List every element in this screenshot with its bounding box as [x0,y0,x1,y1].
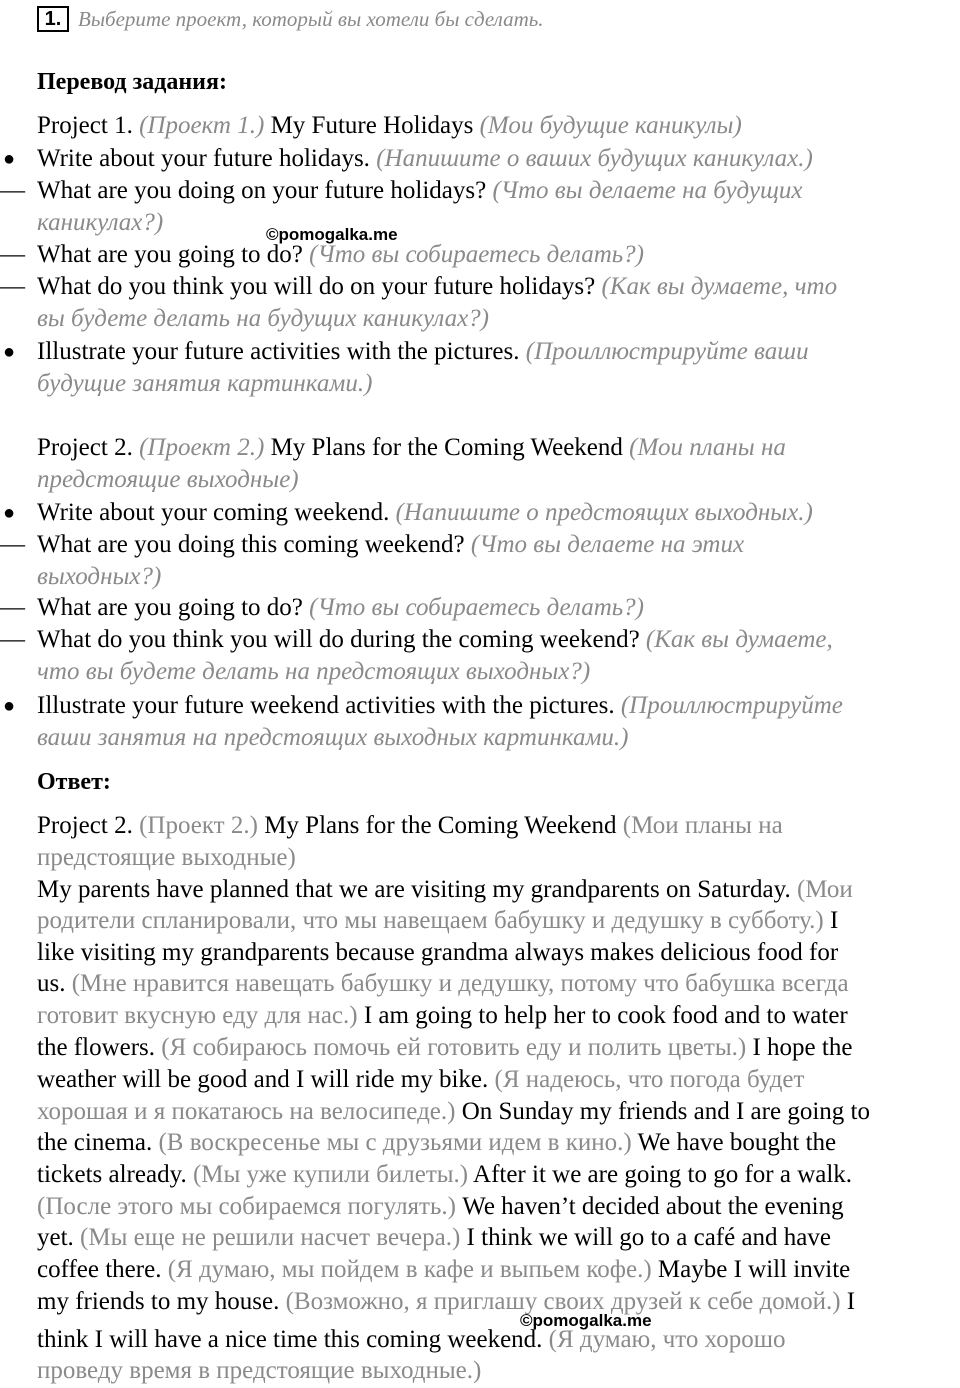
answer-text: I [830,907,839,934]
answer-text: yet. [37,1224,74,1251]
dash-icon: — [0,177,25,204]
project1-q2-ru: (Что вы собираетесь делать?) [309,241,644,268]
project2-q2 [37,592,644,624]
project1-q1 [37,175,802,207]
answer-translation: (Мы уже купили билеты.) [192,1161,469,1188]
project2-name: My Plans for the Coming Weekend [270,434,623,461]
answer-text: After it we are going to go for a walk. [473,1161,853,1188]
answer-translation: (Мои [796,876,853,903]
project2-item1 [37,497,813,529]
project1-item2-ru-cont: будущие занятия картинками.) [37,370,373,397]
answer-translation: (После этого мы собираемся погулять.) [37,1193,456,1220]
project1-item2 [37,336,809,368]
project1-item2-en: Illustrate your future activities with the pictures. [37,338,520,365]
answer-line [37,1324,785,1356]
answer-text: We haven’t decided about the evening [462,1193,844,1220]
project2-item1-en: Write about your coming weekend. [37,499,390,526]
answer-heading: Ответ: [37,769,111,795]
answer-line [37,1254,850,1286]
project2-q3 [37,624,833,656]
project2-q2-ru: (Что вы собираетесь делать?) [309,594,644,621]
project2-item2-ru-cont: ваши занятия на предстоящих выходных картинками.) [37,724,629,751]
project1-name-ru: (Мои будущие каникулы) [479,112,742,139]
answer-line [37,1032,852,1064]
project2-q3-ru-cont: что вы будете делать на предстоящих выходных?) [37,658,591,685]
dash-icon: — [0,531,25,558]
project2-name-ru: (Мои планы на [629,434,786,461]
answer-translation: (Я думаю, мы пойдем в кафе и выпьем кофе.) [167,1256,652,1283]
answer-translation: (Возможно, я приглашу своих друзей к себе домой.) [285,1288,841,1315]
answer-translation: проведу время в предстоящие выходные.) [37,1357,482,1384]
answer-translation: (В воскресенье мы с друзьями идем в кино.) [158,1129,632,1156]
answer-text: We have bought the [637,1129,837,1156]
answer-text: Maybe I will invite [657,1256,851,1283]
answer-line [37,905,838,937]
project2-item2-ru: (Проиллюстрируйте [620,692,843,719]
answer-text: weather will be good and I will ride my bike. [37,1066,489,1093]
project1-item2-ru: (Проиллюстрируйте ваши [525,338,809,365]
answer-text: I hope the [752,1034,853,1061]
answer-name-ru: (Мои планы на [622,812,783,839]
answer-text: On Sunday my friends and I are going to [461,1098,870,1125]
project2-q1-ru-cont: выходных?) [37,563,162,590]
project1-q1-ru: (Что вы делаете на будущих [492,177,803,204]
project1-title [37,110,742,142]
project1-item1-ru: (Напишите о ваших будущих каникулах.) [376,145,813,172]
project1-item1-en: Write about your future holidays. [37,145,370,172]
project1-name: My Future Holidays [270,112,474,139]
project1-q2-en: What are you going to do? [37,241,303,268]
answer-text: think I will have a nice time this coming weekend. [37,1326,543,1353]
answer-text: My parents have planned that we are visiting my grandparents on Saturday. [37,876,791,903]
dash-icon: — [0,594,25,621]
bullet-icon: ● [3,341,16,363]
project2-q1 [37,529,744,561]
dash-icon: — [0,241,25,268]
answer-translation: (Мне нравится навещать бабушку и дедушку, потому что бабушка всегда [71,970,849,997]
project1-label: Project 1. [37,112,133,139]
project1-q3-ru: (Как вы думаете, что [601,273,838,300]
answer-line [37,1286,855,1318]
answer-title [37,810,783,842]
bullet-icon: ● [3,502,16,524]
answer-line [37,1064,804,1096]
answer-line [37,937,838,969]
watermark: ©pomogalka.me [266,225,398,244]
answer-text: us. [37,970,66,997]
answer-translation: (Я собираюсь помочь ей готовить еду и полить цветы.) [161,1034,747,1061]
answer-text: the cinema. [37,1129,153,1156]
answer-text: I [846,1288,856,1315]
answer-line [37,874,853,906]
answer-text: like visiting my grandparents because grandma always makes delicious food for [37,939,839,966]
project1-q3 [37,271,837,303]
project2-item2 [37,690,843,722]
answer-line [37,1000,848,1032]
answer-translation: готовит вкусную еду для нас.) [37,1002,358,1029]
project1-q1-ru-cont: каникулах?) [37,209,164,236]
project2-q3-ru: (Как вы думаете, [645,626,833,653]
answer-text: coffee there. [37,1256,162,1283]
answer-line [37,1191,844,1223]
answer-line [37,1127,836,1159]
answer-line [37,1096,870,1128]
answer-text: I think we will go to a café and have [466,1224,831,1251]
watermark: ©pomogalka.me [520,1311,652,1330]
answer-text: I am going to help her to cook food and to water [363,1002,848,1029]
task-instruction: Выберите проект, который вы хотели бы сделать. [78,7,544,31]
project2-name-ru-cont: предстоящие выходные) [37,466,299,493]
answer-translation: родители спланировали, что мы навещаем бабушку и дедушку в субботу.) [37,907,824,934]
answer-translation: (Я надеюсь, что погода будет [494,1066,805,1093]
translation-heading: Перевод задания: [37,69,227,95]
answer-translation: (Я думаю, что хорошо [548,1326,786,1353]
answer-name: My Plans for the Coming Weekend [264,812,617,839]
bullet-icon: ● [3,148,16,170]
answer-name-ru-cont: предстоящие выходные) [37,844,296,871]
project2-q1-ru: (Что вы делаете на этих [470,531,745,558]
answer-label: Project 2. [37,812,133,839]
dash-icon: — [0,626,25,653]
answer-translation: (Мы еще не решили насчет вечера.) [80,1224,461,1251]
project2-item2-en: Illustrate your future weekend activities with the pictures. [37,692,615,719]
dash-icon: — [0,273,25,300]
project1-q1-en: What are you doing on your future holidays? [37,177,487,204]
project1-q3-ru-cont: вы будете делать на будущих каникулах?) [37,305,490,332]
project2-title [37,432,786,464]
project2-label-ru: (Проект 2.) [139,434,265,461]
answer-line [37,1159,852,1191]
project2-q1-en: What are you doing this coming weekend? [37,531,465,558]
project2-q3-en: What do you think you will do during the coming weekend? [37,626,640,653]
project1-item1 [37,143,813,175]
task-number: 1. [37,6,69,32]
project1-q3-en: What do you think you will do on your future holidays? [37,273,596,300]
project1-label-ru: (Проект 1.) [139,112,265,139]
project2-label: Project 2. [37,434,133,461]
answer-label-ru: (Проект 2.) [139,812,258,839]
answer-text: my friends to my house. [37,1288,280,1315]
project2-q2-en: What are you going to do? [37,594,303,621]
answer-line [37,1222,831,1254]
answer-text: tickets already. [37,1161,187,1188]
bullet-icon: ● [3,695,16,717]
answer-line [37,968,849,1000]
project2-item1-ru: (Напишите о предстоящих выходных.) [395,499,813,526]
answer-text: the flowers. [37,1034,156,1061]
answer-translation: хорошая и я покатаюсь на велосипеде.) [37,1098,456,1125]
